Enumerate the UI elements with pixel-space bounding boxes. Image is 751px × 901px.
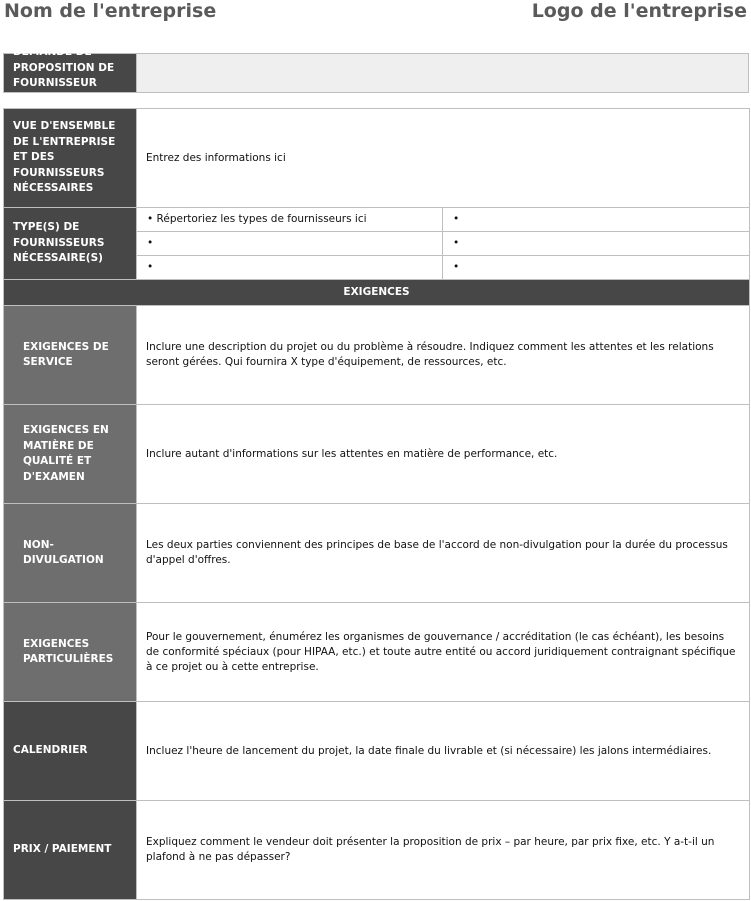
schedule-label: CALENDRIER <box>4 702 137 801</box>
company-logo-placeholder: Logo de l'entreprise <box>531 0 747 22</box>
rfp-form-table <box>3 108 750 900</box>
pricing-field[interactable]: Expliquez comment le vendeur doit présenter la proposition de prix – par heure, par prix fixe, etc. Y a-t-il un plafond à ne pas dépasser? <box>137 801 750 900</box>
non-disclosure-label: NON-DIVULGATION <box>4 504 137 603</box>
supplier-types-label: TYPE(S) DE FOURNISSEURS NÉCESSAIRE(S) <box>4 208 137 280</box>
supplier-type-item[interactable]: • <box>137 232 443 256</box>
non-disclosure-field[interactable]: Les deux parties conviennent des principes de base de l'accord de non-divulgation pour la durée du processus d'appel d'offres. <box>137 504 750 603</box>
overview-label: VUE D'ENSEMBLE DE L'ENTREPRISE ET DES FOURNISSEURS NÉCESSAIRES <box>4 109 137 208</box>
supplier-type-item[interactable]: • <box>443 208 750 232</box>
demand-label-cell <box>4 46 137 93</box>
special-requirements-label: EXIGENCES PARTICULIÈRES <box>4 603 137 702</box>
company-name: Nom de l'entreprise <box>4 0 217 22</box>
supplier-type-item[interactable]: • <box>443 256 750 280</box>
service-requirements-label: EXIGENCES DE SERVICE <box>4 306 137 405</box>
supplier-type-item[interactable]: • <box>137 256 443 280</box>
demand-value-field[interactable] <box>137 54 749 93</box>
demand-label: DEMANDE DE PROPOSITION DE FOURNISSEUR <box>13 46 115 89</box>
overview-field[interactable]: Entrez des informations ici <box>137 109 750 208</box>
demand-table <box>3 46 749 93</box>
page-header <box>0 0 751 26</box>
quality-requirements-field[interactable]: Inclure autant d'informations sur les attentes en matière de performance, etc. <box>137 405 750 504</box>
supplier-type-item[interactable]: • <box>443 232 750 256</box>
quality-requirements-label: EXIGENCES EN MATIÈRE DE QUALITÉ ET D'EXAMEN <box>4 405 137 504</box>
special-requirements-field[interactable]: Pour le gouvernement, énumérez les organismes de gouvernance / accréditation (le cas échéant), les besoins de conformité spéciaux (pour HIPAA, etc.) et toute autre entité ou accord juridiquement contraignant spécifique à ce projet ou à cette entreprise. <box>137 603 750 702</box>
pricing-label: PRIX / PAIEMENT <box>4 801 137 900</box>
requirements-section-title: EXIGENCES <box>4 280 750 306</box>
supplier-type-item[interactable]: • Répertoriez les types de fournisseurs ici <box>137 208 443 232</box>
service-requirements-field[interactable]: Inclure une description du projet ou du problème à résoudre. Indiquez comment les attentes et les relations seront gérées. Qui fournira X type d'équipement, de ressources, etc. <box>137 306 750 405</box>
schedule-field[interactable]: Incluez l'heure de lancement du projet, la date finale du livrable et (si nécessaire) les jalons intermédiaires. <box>137 702 750 801</box>
